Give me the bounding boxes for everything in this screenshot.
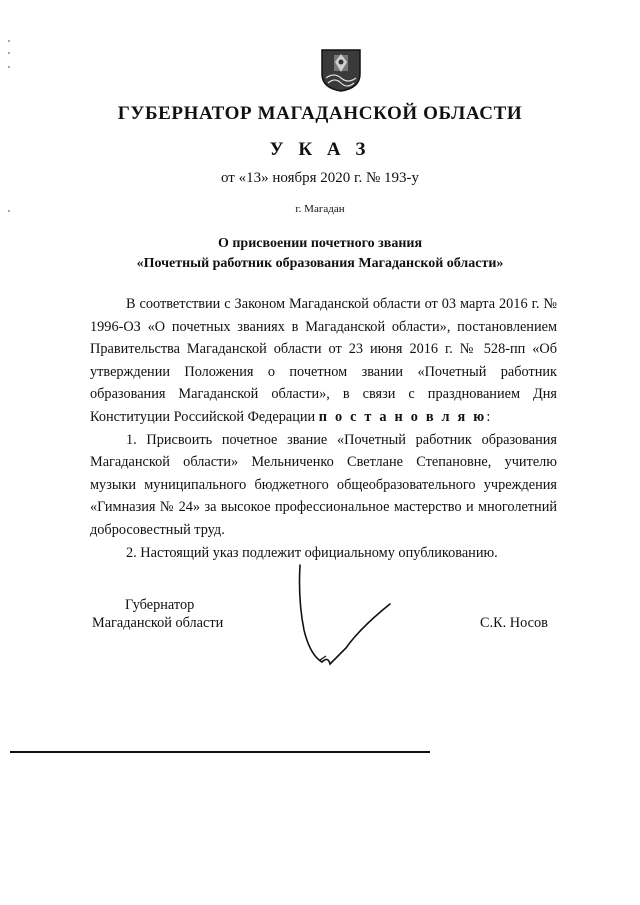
- decree-keyword: п о с т а н о в л я ю: [318, 408, 487, 425]
- scan-speck: [8, 66, 10, 68]
- signer-position-line-2: Магаданской области: [92, 615, 224, 631]
- footer-rule: [10, 751, 430, 753]
- document-title: ГУБЕРНАТОР МАГАДАНСКОЙ ОБЛАСТИ: [117, 103, 523, 124]
- document-type: У К А З: [269, 139, 371, 160]
- city-line: г. Магадан: [295, 203, 345, 215]
- signer-position-line-1: Губернатор: [125, 597, 195, 613]
- preamble-text: В соответствии с Законом Магаданской области от 03 марта 2016 г. № 1996-ОЗ «О почетных званиях в Магаданской области», постановлением Правительства Магаданской области от 23 июня 2016 г. № 528-пп «Об утверждении Положения о почетном звании «Почетный работник образования Магаданской области», в связи с празднованием Дня Конституции Российской Федерации: [90, 296, 557, 425]
- scan-speck: [8, 52, 10, 54]
- date-number-line: от «13» ноября 2020 г. № 193-у: [220, 170, 420, 186]
- subject-line-2: «Почетный работник образования Магаданской области»: [136, 256, 504, 271]
- decree-body: [90, 293, 557, 564]
- handwritten-signature: [290, 560, 400, 670]
- clause-1: 1. Присвоить почетное звание «Почетный работник образования Магаданской области» Мельниченко Светлане Степановне, учителю музыки муниципального бюджетного общеобразовательного учреждения «Гимназия № 24» за высокое профессиональное мастерство и многолетний добросовестный труд.: [90, 431, 557, 538]
- subject-line-1: О присвоении почетного звания: [217, 236, 423, 251]
- preamble-colon: :: [486, 408, 491, 425]
- signer-name: С.К. Носов: [480, 615, 548, 631]
- preamble-paragraph: [90, 293, 557, 429]
- clause-2: 2. Настоящий указ подлежит официальному опубликованию.: [126, 544, 498, 561]
- scan-speck: [8, 40, 10, 42]
- coat-of-arms-icon: [320, 48, 362, 92]
